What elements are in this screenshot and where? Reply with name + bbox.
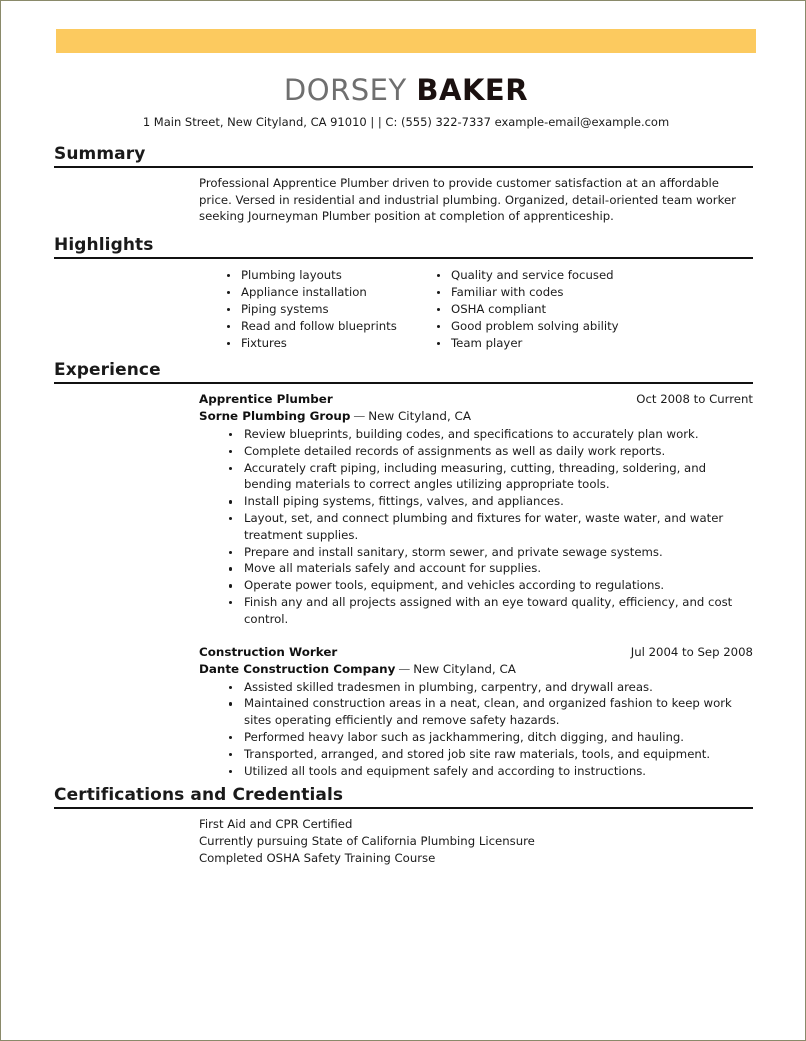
list-item: First Aid and CPR Certified: [199, 817, 353, 831]
list-item: Assisted skilled tradesmen in plumbing, carpentry, and drywall areas.: [227, 679, 753, 696]
summary-body: [54, 168, 753, 225]
job-company: Dante Construction Company: [199, 661, 396, 676]
list-item: OSHA compliant: [435, 301, 735, 318]
job-company: Sorne Plumbing Group: [199, 409, 351, 423]
highlights-columns: [54, 259, 753, 352]
job-bullets: [199, 426, 753, 628]
job-dates: Jul 2004 to Sep 2008: [630, 644, 753, 659]
list-item: Piping systems: [225, 301, 435, 318]
certifications-body: [54, 809, 753, 866]
section-title-experience: Experience: [54, 360, 753, 384]
separator-dash: —: [398, 661, 411, 676]
candidate-first-name: DORSEY: [283, 73, 407, 107]
section-experience: [54, 360, 753, 779]
list-item: Good problem solving ability: [435, 318, 735, 335]
contact-info: 1 Main Street, New Cityland, CA 91010 | | C: (555) 322-7337 example-email@example.com: [142, 115, 670, 129]
summary-text: Professional Apprentice Plumber driven to provide customer satisfaction at an affordable price. Versed in residential and industrial plumbing. Organized, detail-oriented team worker seeking Journeyman Plumber position at completion of apprenticeship.: [199, 176, 736, 224]
list-item: Quality and service focused: [435, 267, 735, 284]
list-item: Plumbing layouts: [225, 267, 435, 284]
list-item: Transported, arranged, and stored job site raw materials, tools, and equipment.: [227, 746, 753, 763]
experience-entry: [199, 391, 753, 628]
highlights-column-one: [225, 267, 435, 352]
separator-dash: —: [353, 409, 366, 423]
list-item: Familiar with codes: [435, 284, 735, 301]
highlights-column-two: [435, 267, 735, 352]
job-company-line: [199, 408, 753, 425]
highlights-list-one: [225, 267, 435, 352]
job-title: Construction Worker: [199, 644, 338, 659]
candidate-last-name: BAKER: [416, 73, 529, 107]
job-company-line: [199, 661, 753, 678]
section-certifications: [54, 785, 753, 866]
section-summary: [54, 144, 753, 225]
list-item: Accurately craft piping, including measuring, cutting, threading, soldering, and bending materials to correct angles utilizing appropriate tools.: [227, 460, 753, 494]
list-item: Read and follow blueprints: [225, 318, 435, 335]
list-item: Maintained construction areas in a neat, clean, and organized fashion to keep work sites operating efficiently and remove safety hazards.: [227, 695, 753, 729]
list-item: Complete detailed records of assignments as well as daily work reports.: [227, 443, 753, 460]
job-title: Apprentice Plumber: [199, 392, 333, 406]
list-item: Appliance installation: [225, 284, 435, 301]
list-item: Team player: [435, 335, 735, 352]
job-dates: Oct 2008 to Current: [636, 392, 753, 406]
list-item: Install piping systems, fittings, valves, and appliances.: [227, 493, 753, 510]
list-item: Utilized all tools and equipment safely and according to instructions.: [227, 763, 753, 780]
section-title-summary: Summary: [54, 144, 753, 168]
list-item: Operate power tools, equipment, and vehicles according to regulations.: [227, 577, 753, 594]
list-item: Move all materials safely and account for supplies.: [227, 560, 753, 577]
section-title-highlights: Highlights: [54, 235, 753, 259]
list-item: Performed heavy labor such as jackhammering, ditch digging, and hauling.: [227, 729, 753, 746]
highlights-list-two: [435, 267, 735, 352]
experience-entry: [199, 644, 753, 780]
header-accent-bar: [56, 29, 756, 53]
list-item: Completed OSHA Safety Training Course: [199, 850, 436, 865]
job-location: New Cityland, CA: [413, 661, 516, 676]
section-title-certifications: Certifications and Credentials: [54, 785, 753, 809]
experience-body: [54, 384, 753, 779]
job-bullets: [199, 679, 753, 780]
job-location: New Cityland, CA: [368, 409, 471, 423]
list-item: Currently pursuing State of California Plumbing Licensure: [199, 833, 535, 848]
list-item: Finish any and all projects assigned with an eye toward quality, efficiency, and cost control.: [227, 594, 753, 628]
list-item: Layout, set, and connect plumbing and fixtures for water, waste water, and water treatment supplies.: [227, 510, 753, 544]
list-item: Prepare and install sanitary, storm sewer, and private sewage systems.: [227, 544, 753, 561]
list-item: Review blueprints, building codes, and specifications to accurately plan work.: [227, 426, 753, 443]
job-header: [199, 644, 753, 661]
list-item: Fixtures: [225, 335, 435, 352]
section-highlights: [54, 235, 753, 352]
candidate-name: [56, 73, 756, 107]
job-header: [199, 391, 753, 408]
